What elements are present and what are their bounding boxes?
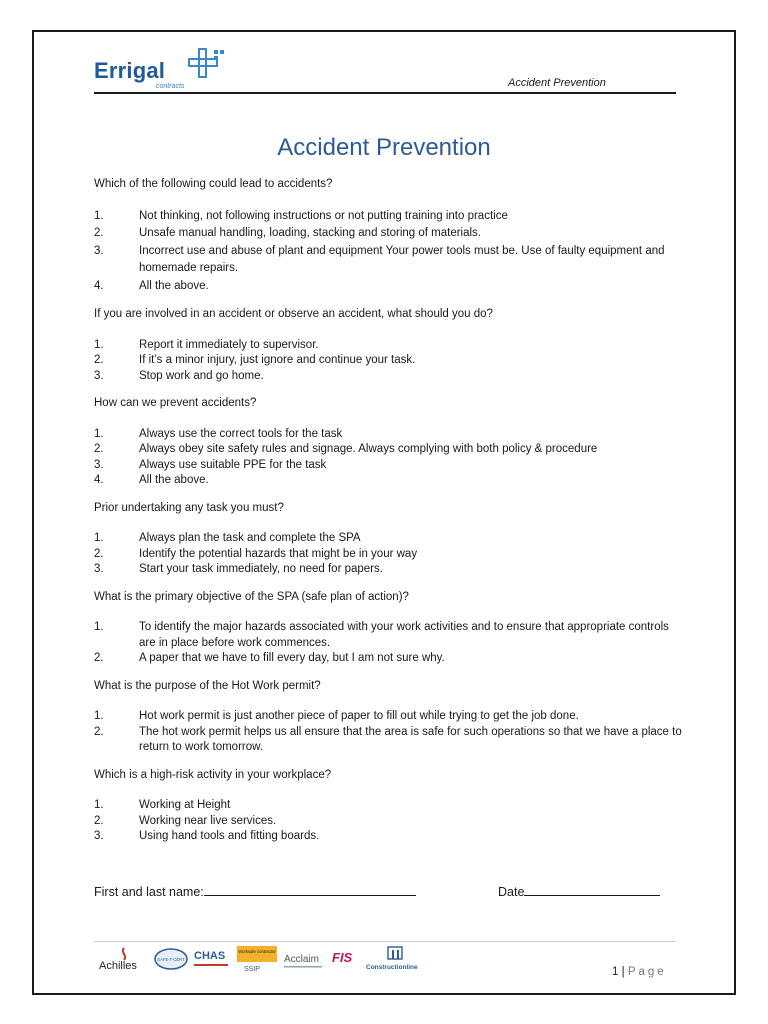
question-text: Which is a high-risk activity in your workplace?: [94, 768, 332, 781]
answer-option[interactable]: [94, 562, 684, 578]
achilles-logo-icon: [96, 945, 148, 973]
badge-acclaim: Acclaim: [284, 954, 320, 965]
question-block: [94, 590, 684, 667]
name-blank-line[interactable]: [204, 884, 416, 896]
answer-option[interactable]: [94, 208, 684, 226]
answer-text: Always plan the task and complete the SPA: [139, 532, 361, 544]
answer-text: Always obey site safety rules and signage. Always complying with both policy & procedure: [139, 443, 598, 455]
answer-list: [94, 620, 684, 667]
date-blank-line[interactable]: [524, 884, 660, 896]
answer-number: 2.: [94, 652, 104, 664]
answer-number: 1.: [94, 338, 104, 351]
accreditation-logos: [96, 945, 436, 975]
answer-number: 1.: [94, 532, 104, 544]
answer-number: 4.: [94, 474, 104, 486]
question-block: [94, 679, 684, 756]
answer-option[interactable]: [94, 353, 684, 369]
answer-list: [94, 338, 684, 385]
answer-option[interactable]: [94, 814, 684, 830]
answer-text: Incorrect use and abuse of plant and equipment Your power tools must be. Use of faulty equipment and homemade repairs.: [139, 244, 665, 274]
question-text: Which of the following could lead to accidents?: [94, 178, 333, 190]
question-text: Prior undertaking any task you must?: [94, 501, 284, 514]
question-block: [94, 501, 684, 578]
answer-number: 2.: [94, 443, 104, 455]
worksafe-contractor-logo-icon: [236, 945, 278, 973]
page-number-value: 1: [612, 966, 619, 978]
answer-number: 1.: [94, 427, 104, 440]
logo-square-icon: [214, 50, 218, 54]
answer-number: 3.: [94, 458, 104, 471]
logo-text: Errigal: [94, 58, 166, 83]
answer-list: [94, 798, 684, 845]
answer-option[interactable]: [94, 547, 684, 563]
answer-option[interactable]: [94, 369, 684, 385]
answer-option[interactable]: [94, 458, 684, 474]
running-header-title: Accident Prevention: [508, 77, 606, 89]
logo-subtext: contracts: [156, 83, 185, 90]
answer-text: Working at Height: [139, 799, 231, 811]
badge-safe-t-cert: SAFE-T-CERT: [157, 957, 185, 962]
answer-text: A paper that we have to fill every day, but I am not sure why.: [139, 652, 445, 664]
answer-number: 2.: [94, 227, 104, 239]
answer-option[interactable]: [94, 531, 684, 547]
answer-option[interactable]: [94, 243, 684, 278]
badge-worksafe: Worksafe contractor: [238, 949, 276, 954]
chas-logo-icon: [192, 945, 232, 973]
questions-container: [94, 177, 684, 857]
fis-logo-icon: [330, 945, 362, 973]
answer-number: 3.: [94, 830, 104, 842]
answer-number: 2.: [94, 814, 104, 827]
answer-option[interactable]: [94, 829, 684, 845]
answer-text: The hot work permit helps us all ensure that the area is safe for such operations so that we have a place to return to work tomorrow.: [139, 725, 682, 753]
logo-square-icon: [214, 56, 218, 60]
question-block: [94, 177, 684, 295]
question-block: [94, 396, 684, 489]
badge-achilles: Achilles: [99, 960, 137, 972]
answer-option[interactable]: [94, 338, 684, 354]
answer-text: Start your task immediately, no need for papers.: [139, 563, 383, 575]
answer-number: 3.: [94, 563, 104, 575]
answer-list: [94, 208, 684, 296]
answer-text: Always use suitable PPE for the task: [139, 458, 327, 471]
answer-option[interactable]: [94, 225, 684, 243]
question-text: What is the purpose of the Hot Work permit?: [94, 679, 321, 692]
answer-option[interactable]: [94, 725, 684, 756]
badge-fis: FIS: [332, 950, 353, 965]
answer-number: 1.: [94, 621, 104, 633]
answer-option[interactable]: [94, 709, 684, 725]
name-field[interactable]: [94, 884, 416, 899]
answer-text: Stop work and go home.: [139, 369, 264, 382]
answer-option[interactable]: [94, 473, 684, 489]
question-block: [94, 307, 684, 384]
answer-text: Identify the potential hazards that might be in your way: [139, 547, 418, 560]
page-number: [612, 966, 667, 978]
answer-number: 1.: [94, 209, 104, 222]
answer-number: 2.: [94, 725, 104, 738]
errigal-logo: [94, 46, 234, 94]
question-text: What is the primary objective of the SPA (safe plan of action)?: [94, 590, 409, 603]
header-divider: [94, 92, 676, 94]
document-title: Accident Prevention: [277, 134, 491, 161]
answer-number: 3.: [94, 369, 104, 382]
question-text: If you are involved in an accident or observe an accident, what should you do?: [94, 308, 493, 320]
answer-text: To identify the major hazards associated with your work activities and to ensure that appropriate controls are in place before work commences.: [139, 621, 669, 649]
answer-text: Report it immediately to supervisor.: [139, 338, 319, 351]
answer-option[interactable]: [94, 620, 684, 651]
answer-list: [94, 709, 684, 756]
logo-square-icon: [220, 50, 224, 54]
answer-text: If it’s a minor injury, just ignore and continue your task.: [139, 354, 416, 366]
answer-text: Hot work permit is just another piece of paper to fill out while trying to get the job done.: [139, 710, 579, 722]
question-block: [94, 768, 684, 845]
answer-text: Always use the correct tools for the task: [139, 427, 343, 440]
answer-number: 3.: [94, 244, 104, 257]
answer-option[interactable]: [94, 798, 684, 814]
badge-chas: CHAS: [194, 950, 226, 962]
answer-number: 1.: [94, 799, 104, 811]
page-separator: |: [621, 966, 625, 978]
answer-number: 2.: [94, 547, 104, 560]
answer-option[interactable]: [94, 651, 684, 667]
answer-text: Not thinking, not following instructions or not putting training into practice: [139, 209, 508, 222]
answer-number: 1.: [94, 710, 104, 722]
answer-text: All the above.: [139, 279, 209, 292]
answer-text: All the above.: [139, 474, 209, 486]
name-label: First and last name:: [94, 885, 204, 899]
answer-text: Working near live services.: [139, 814, 277, 827]
page-word: Page: [627, 966, 667, 978]
question-text: How can we prevent accidents?: [94, 397, 257, 409]
acclaim-logo-icon: [282, 945, 326, 973]
answer-list: [94, 427, 684, 489]
answer-list: [94, 531, 684, 578]
answer-text: Unsafe manual handling, loading, stacking and storing of materials.: [139, 227, 482, 239]
answer-text: Using hand tools and fitting boards.: [139, 830, 320, 842]
answer-number: 4.: [94, 279, 104, 292]
answer-number: 2.: [94, 354, 104, 366]
date-label: Date: [498, 885, 525, 899]
footer-divider: [94, 941, 676, 942]
answer-option[interactable]: [94, 427, 684, 443]
badge-ssip: SSIP: [244, 966, 260, 973]
constructionline-logo-icon: [364, 945, 428, 973]
answer-option[interactable]: [94, 442, 684, 458]
answer-option[interactable]: [94, 278, 684, 296]
safe-t-cert-logo-icon: [153, 945, 189, 973]
badge-constructionline: Constructionline: [366, 964, 418, 971]
date-field[interactable]: [498, 884, 660, 899]
